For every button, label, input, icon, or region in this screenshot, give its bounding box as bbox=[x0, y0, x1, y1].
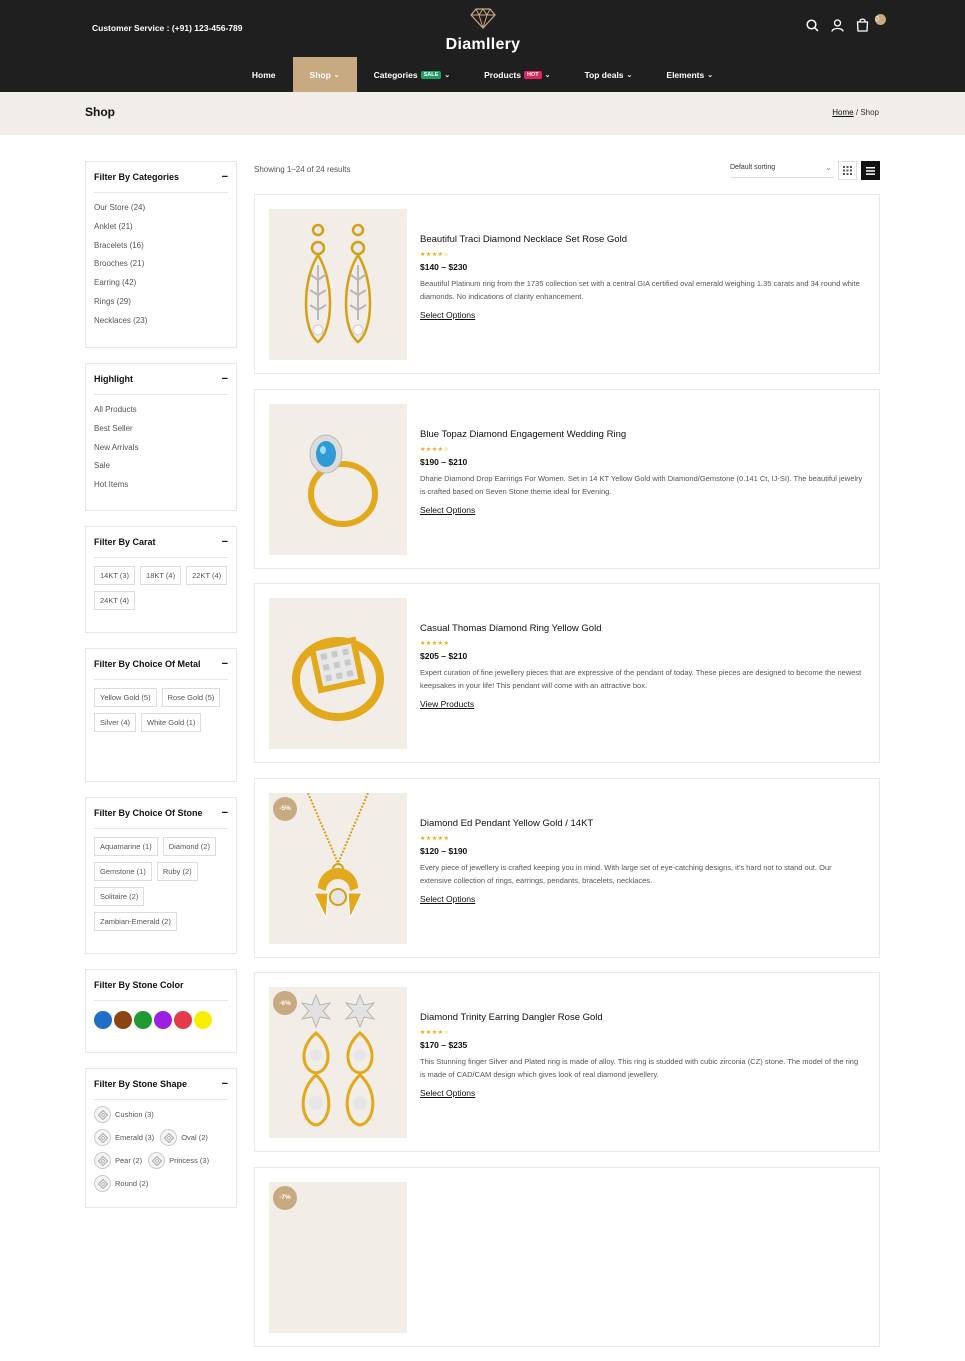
gem-shape-icon bbox=[148, 1152, 165, 1169]
product-name[interactable]: Blue Topaz Diamond Engagement Wedding Ring bbox=[420, 428, 627, 440]
filter-title: Filter By Carat bbox=[94, 537, 156, 547]
highlight-link[interactable]: All Products bbox=[94, 405, 137, 414]
product-card bbox=[254, 583, 880, 763]
chevron-down-icon: ⌄ bbox=[333, 71, 340, 79]
shape-label: Round (2) bbox=[115, 1179, 149, 1188]
stone-filter-tag[interactable]: Aquamarine (1) bbox=[94, 837, 158, 856]
gem-shape-icon bbox=[160, 1129, 177, 1146]
results-toolbar bbox=[254, 161, 880, 181]
product-price: $170 – $235 bbox=[420, 1040, 468, 1050]
collapse-icon[interactable]: − bbox=[221, 536, 228, 548]
gem-shape-icon bbox=[94, 1152, 111, 1169]
shape-label: Pear (2) bbox=[115, 1156, 143, 1165]
product-action-link[interactable]: Select Options bbox=[420, 504, 476, 515]
metal-filter-tag[interactable]: Rose Gold (5) bbox=[162, 688, 221, 707]
collapse-icon[interactable]: − bbox=[221, 373, 228, 385]
product-action-link[interactable]: View Products bbox=[420, 699, 475, 709]
carat-filter-tag[interactable]: 18KT (4) bbox=[140, 566, 181, 585]
product-image[interactable] bbox=[269, 404, 407, 555]
nav-elements[interactable]: Elements ⌄ bbox=[666, 69, 714, 80]
product-description: Beautiful Platinum ring from the 1735 collection set with a central GIA certified oval emerald weighing 1.35 carats and 34 round white diamonds. No indications of clarity enhancement. bbox=[420, 279, 860, 301]
product-name[interactable]: Casual Thomas Diamond Ring Yellow Gold bbox=[420, 623, 602, 634]
product-description: Dharie Diamond Drop Earrings For Women. Set in 14 KT Yellow Gold with Diamond/Gemstone (0.141 Ct, IJ-SI). The beautiful jewelry is crafted based on Seven Stone theme ideal for Evening. bbox=[420, 473, 863, 496]
highlight-link[interactable]: Best Seller bbox=[94, 423, 133, 433]
nav-shop[interactable]: Shop ⌄ bbox=[293, 57, 357, 92]
filter-metal bbox=[85, 648, 237, 782]
gem-shape-icon bbox=[94, 1106, 111, 1123]
color-swatch[interactable] bbox=[114, 1011, 132, 1029]
filter-stone bbox=[85, 797, 237, 954]
product-image[interactable] bbox=[269, 793, 407, 944]
stone-filter-tag[interactable]: Gemstone (1) bbox=[94, 862, 152, 881]
chevron-down-icon: ⌄ bbox=[707, 71, 714, 79]
product-image[interactable] bbox=[269, 209, 407, 360]
category-link[interactable]: Necklaces (23) bbox=[94, 315, 148, 325]
carat-filter-tag[interactable]: 24KT (4) bbox=[94, 591, 135, 610]
product-price: $205 – $210 bbox=[420, 651, 468, 661]
sale-badge: SALE bbox=[421, 71, 442, 79]
filter-title: Filter By Choice Of Metal bbox=[94, 659, 201, 669]
nav-products[interactable]: Products HOT ⌄ bbox=[484, 69, 551, 80]
stone-filter-tag[interactable]: Diamond (2) bbox=[163, 837, 216, 856]
filter-stone-shape bbox=[85, 1068, 237, 1208]
collapse-icon[interactable]: − bbox=[221, 807, 228, 819]
product-name[interactable]: Diamond Ed Pendant Yellow Gold / 14KT bbox=[420, 817, 594, 829]
metal-filter-tag[interactable]: Yellow Gold (5) bbox=[94, 688, 157, 707]
shape-label: Princess (3) bbox=[169, 1156, 210, 1165]
product-card bbox=[254, 1167, 880, 1347]
category-link[interactable]: Our Store (24) bbox=[94, 203, 146, 212]
product-name[interactable]: Beautiful Traci Diamond Necklace Set Rose Gold bbox=[420, 234, 627, 245]
result-count: Showing 1–24 of 24 results bbox=[254, 165, 351, 174]
top-header bbox=[0, 0, 965, 92]
color-swatch[interactable] bbox=[134, 1011, 152, 1029]
metal-filter-tag[interactable]: Silver (4) bbox=[94, 713, 136, 732]
category-link[interactable]: Rings (29) bbox=[94, 296, 131, 306]
product-info bbox=[420, 429, 865, 518]
discount-badge: -5% bbox=[273, 797, 297, 821]
list-icon bbox=[866, 167, 875, 175]
stone-shape-filter[interactable] bbox=[94, 1129, 154, 1146]
shape-row bbox=[94, 1175, 228, 1192]
carat-filter-tag[interactable]: 14KT (3) bbox=[94, 566, 135, 585]
product-action-link[interactable]: Select Options bbox=[420, 893, 476, 904]
stone-shape-filter[interactable] bbox=[148, 1152, 209, 1169]
stone-filter-tag[interactable]: Ruby (2) bbox=[157, 862, 198, 881]
shape-label: Emerald (3) bbox=[115, 1133, 155, 1142]
metal-filter-tag[interactable]: White Gold (1) bbox=[141, 713, 201, 732]
rating-stars: ★★★★☆ bbox=[420, 446, 450, 453]
product-image[interactable] bbox=[269, 598, 407, 749]
nav-top-deals[interactable]: Top deals ⌄ bbox=[584, 69, 633, 80]
stone-shape-filter[interactable] bbox=[94, 1175, 148, 1192]
category-link[interactable]: Bracelets (16) bbox=[94, 240, 144, 250]
chevron-down-icon: ⌄ bbox=[444, 71, 451, 79]
breadcrumb-separator: / bbox=[855, 108, 859, 117]
color-swatch[interactable] bbox=[94, 1011, 112, 1029]
color-swatch[interactable] bbox=[194, 1011, 212, 1029]
filter-categories bbox=[85, 161, 237, 348]
shape-row bbox=[94, 1106, 228, 1123]
chevron-down-icon: ⌄ bbox=[825, 163, 832, 172]
breadcrumb bbox=[832, 108, 879, 117]
logo-text: Diamllery bbox=[445, 36, 521, 53]
product-image[interactable] bbox=[269, 1182, 407, 1333]
product-list bbox=[254, 194, 880, 1361]
rating-stars: ★★★★☆ bbox=[420, 1030, 450, 1036]
hot-badge: HOT bbox=[524, 71, 542, 79]
diamond-logo-icon bbox=[470, 7, 496, 29]
grid-icon bbox=[843, 166, 852, 175]
stone-filter-tag[interactable]: Solitaire (2) bbox=[94, 887, 144, 906]
product-card bbox=[254, 778, 880, 958]
breadcrumb-home-link[interactable]: Home bbox=[832, 108, 854, 117]
color-swatch[interactable] bbox=[154, 1011, 172, 1029]
filter-highlight bbox=[85, 363, 237, 511]
page-title: Shop bbox=[85, 105, 115, 119]
product-description: This Stunning finger Silver and Plated ring is made of alloy. This ring is studded with cubic zirconia (CZ) stone. The model of the ring is made of CAD/CAM design which gives look of real diamond jewellery. bbox=[420, 1057, 859, 1079]
filter-title: Filter By Stone Shape bbox=[94, 1079, 188, 1089]
highlight-link[interactable]: Hot Items bbox=[94, 480, 129, 490]
product-info bbox=[420, 623, 865, 712]
stone-shape-filter[interactable] bbox=[94, 1152, 142, 1169]
page-banner bbox=[0, 92, 965, 135]
chevron-down-icon: ⌄ bbox=[626, 71, 633, 79]
rating-stars: ★★★★★ bbox=[420, 641, 450, 647]
product-price: $190 – $210 bbox=[420, 456, 468, 467]
customer-service-text: Customer Service : (+91) 123-456-789 bbox=[92, 23, 243, 33]
chevron-down-icon: ⌄ bbox=[544, 71, 551, 79]
product-price: $140 – $230 bbox=[420, 262, 468, 272]
product-card bbox=[254, 972, 880, 1152]
filter-title: Filter By Stone Color bbox=[94, 980, 184, 990]
cart-count-badge: 0 bbox=[875, 14, 886, 25]
filter-stone-color bbox=[85, 969, 237, 1053]
sort-select[interactable]: Default sorting ⌄ bbox=[730, 164, 834, 178]
product-description: Every piece of jewellery is crafted keeping you in mind. With large set of eye-catching designs, it's hard not to stand out. Our extensive collection of rings, earrings, pendants, bracelets, necklaces. bbox=[420, 862, 832, 885]
product-info bbox=[420, 234, 865, 323]
highlight-link[interactable]: Sale bbox=[94, 461, 111, 471]
gem-shape-icon bbox=[94, 1175, 111, 1192]
product-description: Expert curation of fine jewellery pieces that are expressive of the pendant of today. These pieces are designed to become the newest keepsakes in your life! This pendant will come with an attractive box. bbox=[420, 668, 862, 690]
filter-sidebar bbox=[85, 161, 237, 1223]
carat-filter-tag[interactable]: 22KT (4) bbox=[186, 566, 227, 585]
product-name[interactable]: Diamond Trinity Earring Dangler Rose Gold bbox=[420, 1012, 603, 1023]
category-link[interactable]: Anklet (21) bbox=[94, 221, 133, 231]
filter-title: Filter By Categories bbox=[94, 172, 180, 182]
rating-stars: ★★★★☆ bbox=[420, 252, 450, 258]
cart-icon[interactable] bbox=[856, 18, 880, 32]
product-info bbox=[420, 818, 865, 907]
product-info bbox=[420, 1012, 865, 1101]
shape-label: Oval (2) bbox=[181, 1133, 208, 1142]
filter-carat bbox=[85, 526, 237, 633]
category-link[interactable]: Brooches (21) bbox=[94, 259, 145, 269]
product-action-link[interactable]: Select Options bbox=[420, 310, 476, 320]
site-logo[interactable] bbox=[445, 7, 521, 54]
discount-badge: -7% bbox=[273, 1186, 297, 1210]
main-nav bbox=[0, 57, 965, 92]
list-view-button[interactable] bbox=[861, 161, 880, 180]
shape-label: Cushion (3) bbox=[115, 1110, 154, 1119]
highlight-link[interactable]: New Arrivals bbox=[94, 442, 139, 452]
user-icon[interactable] bbox=[831, 19, 844, 32]
search-icon[interactable] bbox=[806, 19, 819, 32]
collapse-icon[interactable]: − bbox=[221, 658, 228, 670]
discount-badge: -6% bbox=[273, 991, 297, 1015]
category-link[interactable]: Earring (42) bbox=[94, 278, 137, 288]
color-swatch[interactable] bbox=[174, 1011, 192, 1029]
grid-view-button[interactable] bbox=[838, 161, 857, 180]
product-card bbox=[254, 194, 880, 374]
filter-title: Highlight bbox=[94, 374, 133, 384]
collapse-icon[interactable]: − bbox=[221, 1078, 228, 1090]
breadcrumb-current: Shop bbox=[860, 108, 879, 117]
shape-row bbox=[94, 1129, 228, 1146]
stone-shape-filter[interactable] bbox=[160, 1129, 208, 1146]
product-price: $120 – $190 bbox=[420, 845, 468, 856]
product-action-link[interactable]: Select Options bbox=[420, 1088, 476, 1098]
gem-shape-icon bbox=[94, 1129, 111, 1146]
product-image[interactable] bbox=[269, 987, 407, 1138]
stone-filter-tag[interactable]: Zambian-Emerald (2) bbox=[94, 912, 177, 931]
filter-title: Filter By Choice Of Stone bbox=[94, 808, 203, 818]
collapse-icon[interactable]: − bbox=[221, 171, 228, 183]
nav-categories[interactable]: Categories SALE ⌄ bbox=[373, 69, 451, 80]
nav-home[interactable]: Home bbox=[251, 69, 276, 80]
product-card bbox=[254, 389, 880, 569]
stone-shape-filter[interactable] bbox=[94, 1106, 154, 1123]
rating-stars: ★★★★★ bbox=[420, 835, 450, 842]
shape-row bbox=[94, 1152, 228, 1169]
